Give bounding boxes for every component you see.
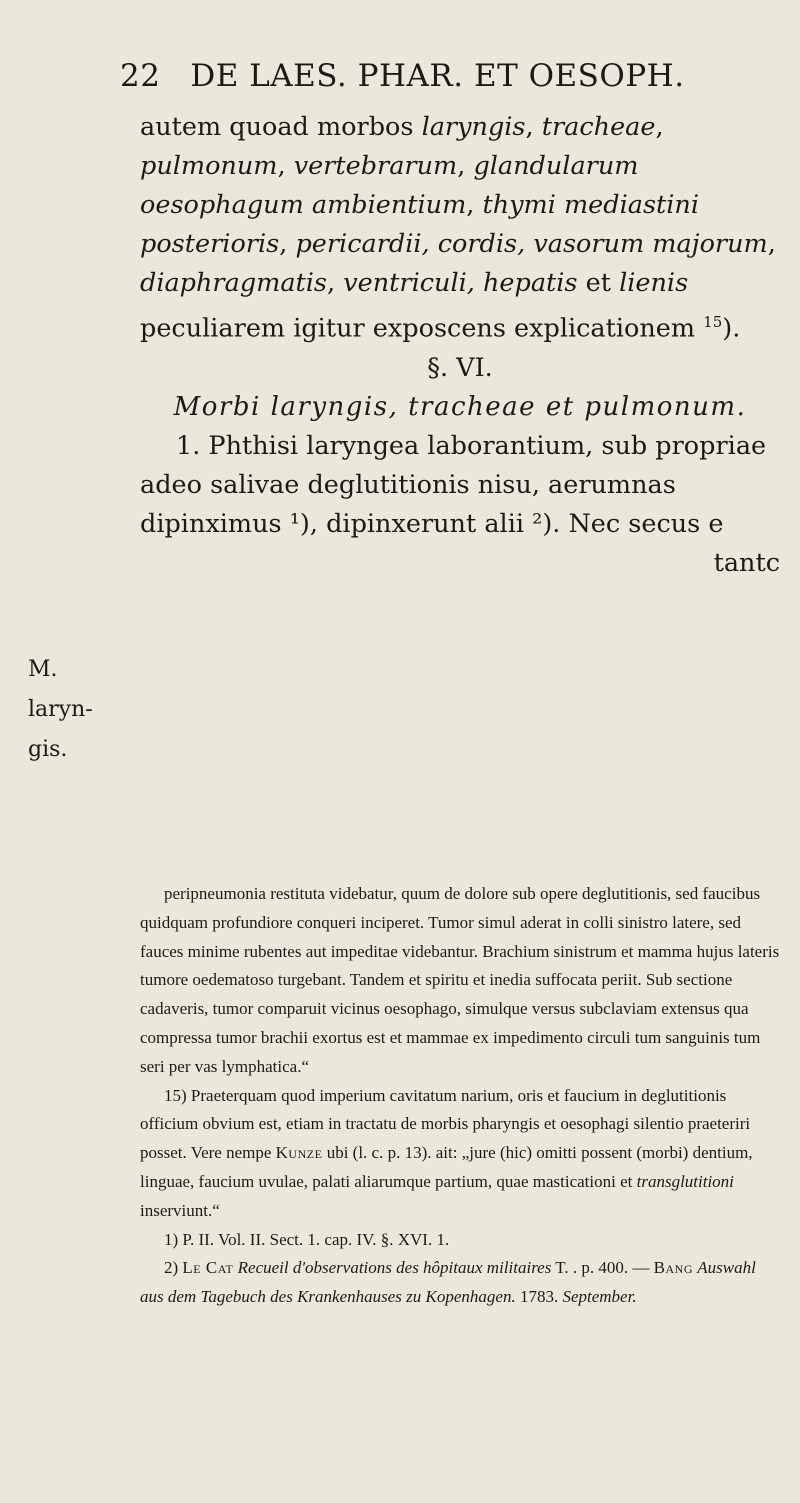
footnotes [140,880,780,1312]
page-number: 22 [120,58,161,94]
section-number: §. VI. [427,352,493,383]
paragraph: 1. Phthisi laryngea laborantium, sub propriae adeo salivae deglutitionis nisu, aerumnas dipinximus ¹), dipinxerunt alii ²). Nec secus e [140,430,767,539]
main-text [140,108,780,583]
catchword: tantc [713,547,780,578]
margin-note-line: gis. [28,737,68,762]
margin-note [28,650,128,770]
footnote-2: 2) Le Cat Recueil d'observations des hôpitaux militaires T. . p. 400. — Bang Auswahl aus dem Tagebuch des Krankenhauses zu Kopenhagen. 1783. September. [140,1258,756,1307]
paragraph-continuation: autem quoad morbos laryngis, tracheae, pulmonum, vertebrarum, glandularum oesophagum ambientium, thymi mediastini posterioris, pericardii, cordis, vasorum majorum, diaphragmatis, ventriculi, hepatis et lienis peculiarem igitur exposcens explicationem $^{15}$). [140,112,776,344]
footnote-1: 1) P. II. Vol. II. Sect. 1. cap. IV. §. XVI. 1. [164,1229,450,1249]
footnote-ref: 15 [703,313,723,331]
running-header [120,58,685,94]
running-title: DE LAES. PHAR. ET OESOPH. [190,58,685,94]
margin-note-line: M. laryn- [28,657,93,722]
footnote-quote: peripneumonia restituta videbatur, quum de dolore sub opere deglutitionis, sed faucibus quidquam profundiore conqueri inciperet. Tumor simul aderat in colli sinistro latere, sed fauces minime rubentes aut impeditae videbantur. Brachium sinistrum et mamma hujus lateris tumore oedematoso turgebant. Tandem et spiritu et inedia suffocata periit. Sub sectione cadaveris, tumor comparuit vicinus oesophago, simulque versus subclaviam extensus qua compressa tumor brachii exortus est et mammae ex impedimento circuli tum sanguinis tum seri per vas lymphatica.“ [140,884,780,1076]
footnote-15: 15) Praeterquam quod imperium cavitatum narium, oris et faucium in deglutitionis officium obvium est, etiam in tractatu de morbis pharyngis et oesophagi silentio praeteriri posset. Vere nempe Kunze ubi (l. c. p. 13). ait: „jure (hic) omitti possent (morbi) dentium, linguae, faucium uvulae, palati aliarumque partium, quae masticationi et transglutitioni inserviunt.“ [140,1085,753,1220]
section-title: Morbi laryngis, tracheae et pulmonum. [173,391,747,422]
